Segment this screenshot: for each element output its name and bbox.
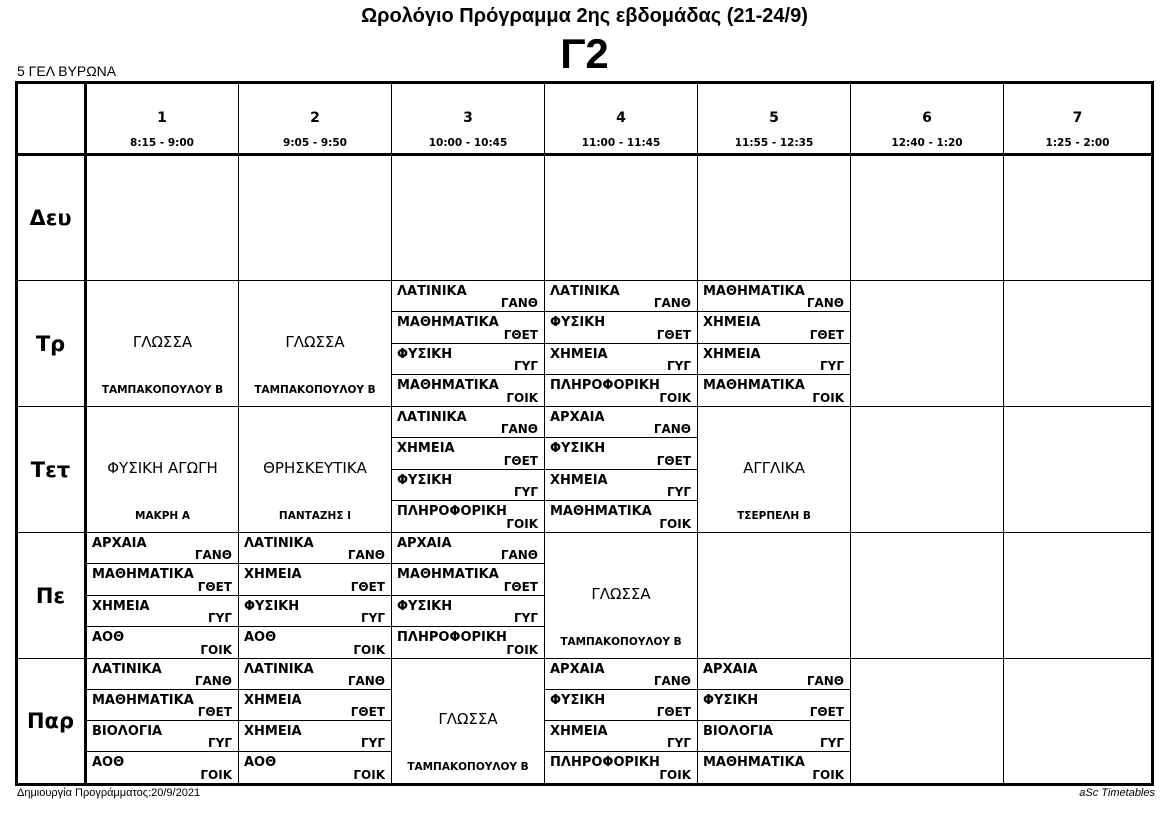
group-lesson-group: ΓΑΝΘ xyxy=(500,422,538,436)
group-lesson-subject: ΜΑΘΗΜΑΤΙΚΑ xyxy=(397,378,499,393)
group-lesson xyxy=(698,312,850,344)
group-lesson xyxy=(698,375,850,406)
group-lesson-subject: ΧΗΜΕΙΑ xyxy=(550,473,608,488)
group-lesson-subject: ΑΡΧΑΙΑ xyxy=(550,662,605,677)
group-lesson xyxy=(87,627,238,658)
group-lesson xyxy=(698,721,850,752)
group-lesson-group: ΓΟΙΚ xyxy=(506,643,538,657)
group-lesson-subject: ΠΛΗΡΟΦΟΡΙΚΗ xyxy=(550,755,660,770)
group-lesson xyxy=(392,312,544,344)
lesson-subject: ΦΥΣΙΚΗ ΑΓΩΓΗ xyxy=(107,458,218,477)
group-lesson-subject: ΧΗΜΕΙΑ xyxy=(244,567,302,582)
group-lesson-group: ΓΥΓ xyxy=(820,736,844,750)
group-lesson-group: ΓΑΝΘ xyxy=(500,296,538,310)
group-lesson xyxy=(545,752,697,783)
group-lesson-group: ΓΥΓ xyxy=(208,611,232,625)
footer-software: aSc Timetables xyxy=(1079,787,1155,799)
lesson-teacher: ΤΑΜΠΑΚΟΠΟΥΛΟΥ Β xyxy=(101,384,224,396)
group-lesson xyxy=(392,627,544,658)
period-header xyxy=(86,84,238,152)
period-time: 1:25 - 2:00 xyxy=(1045,137,1110,149)
group-lesson xyxy=(392,344,544,375)
group-lesson-subject: ΛΑΤΙΝΙΚΑ xyxy=(550,284,620,299)
group-lesson-subject: ΛΑΤΙΝΙΚΑ xyxy=(244,536,314,551)
group-lesson xyxy=(545,690,697,721)
lesson-subject: ΑΓΓΛΙΚΑ xyxy=(743,458,805,477)
group-lesson-group: ΓΟΙΚ xyxy=(506,391,538,405)
group-lesson-subject: ΑΡΧΑΙΑ xyxy=(92,536,147,551)
group-lesson-subject: ΦΥΣΙΚΗ xyxy=(550,693,606,708)
group-lesson-group: ΓΘΕΤ xyxy=(197,580,232,594)
group-lesson xyxy=(239,627,391,658)
period-number: 4 xyxy=(616,110,626,126)
group-lesson-group: ΓΘΕΤ xyxy=(350,705,385,719)
group-lesson-subject: ΦΥΣΙΚΗ xyxy=(397,347,453,362)
group-lesson xyxy=(87,659,238,690)
group-lesson xyxy=(87,752,238,783)
group-lesson-subject: ΜΑΘΗΜΑΤΙΚΑ xyxy=(397,567,499,582)
group-lesson xyxy=(698,690,850,721)
group-lesson-group: ΓΥΓ xyxy=(514,611,538,625)
group-lesson-subject: ΜΑΘΗΜΑΤΙΚΑ xyxy=(92,567,194,582)
period-time: 12:40 - 1:20 xyxy=(891,137,963,149)
lesson-subject: ΓΛΩΣΣΑ xyxy=(438,710,498,728)
group-lesson xyxy=(698,344,850,375)
group-lesson-group: ΓΟΙΚ xyxy=(659,768,691,782)
group-lesson xyxy=(545,407,697,438)
group-lesson xyxy=(392,438,544,470)
group-lesson-group: ΓΟΙΚ xyxy=(812,391,844,405)
group-lesson-group: ΓΑΝΘ xyxy=(806,296,844,310)
group-lesson xyxy=(545,501,697,532)
group-lesson-group: ΓΘΕΤ xyxy=(656,705,691,719)
group-lesson-subject: ΦΥΣΙΚΗ xyxy=(550,441,606,456)
group-lesson-subject: ΦΥΣΙΚΗ xyxy=(397,599,453,614)
group-lesson xyxy=(698,281,850,312)
group-lesson xyxy=(392,407,544,438)
group-lesson-subject: ΠΛΗΡΟΦΟΡΙΚΗ xyxy=(550,378,660,393)
group-lesson-group: ΓΥΓ xyxy=(361,611,385,625)
group-lesson-group: ΓΑΝΘ xyxy=(347,548,385,562)
lesson-cell xyxy=(698,407,850,532)
group-lesson xyxy=(545,344,697,375)
group-lesson-group: ΓΥΓ xyxy=(667,485,691,499)
group-lesson-subject: ΧΗΜΕΙΑ xyxy=(703,347,761,362)
group-lesson-group: ΓΑΝΘ xyxy=(194,548,232,562)
group-lesson-subject: ΠΛΗΡΟΦΟΡΙΚΗ xyxy=(397,630,507,645)
group-lesson xyxy=(392,501,544,532)
group-lesson-subject: ΛΑΤΙΝΙΚΑ xyxy=(244,662,314,677)
group-lesson xyxy=(545,721,697,752)
group-lesson-subject: ΜΑΘΗΜΑΤΙΚΑ xyxy=(703,755,805,770)
group-lesson xyxy=(239,690,391,721)
group-lesson xyxy=(239,721,391,752)
group-lesson-group: ΓΘΕΤ xyxy=(350,580,385,594)
group-lesson-group: ΓΟΙΚ xyxy=(200,643,232,657)
group-lesson-subject: ΦΥΣΙΚΗ xyxy=(244,599,300,614)
period-header xyxy=(239,84,391,152)
group-lesson xyxy=(87,564,238,596)
group-lesson-group: ΓΘΕΤ xyxy=(656,454,691,468)
group-lesson-subject: ΒΙΟΛΟΓΙΑ xyxy=(92,724,163,739)
period-header xyxy=(392,84,544,152)
group-lesson-group: ΓΥΓ xyxy=(667,736,691,750)
day-label: Τετ xyxy=(30,457,71,482)
group-lesson-subject: ΑΟΘ xyxy=(92,630,125,645)
group-lesson xyxy=(87,690,238,721)
period-number: 6 xyxy=(922,110,932,126)
lesson-cell xyxy=(239,281,391,406)
grid-row-line xyxy=(18,153,1151,156)
period-time: 11:55 - 12:35 xyxy=(734,137,814,149)
lesson-cell xyxy=(87,281,238,406)
group-lesson-subject: ΜΑΘΗΜΑΤΙΚΑ xyxy=(703,284,805,299)
day-label: Πε xyxy=(35,583,66,608)
group-lesson-group: ΓΥΓ xyxy=(514,485,538,499)
group-lesson xyxy=(239,564,391,596)
group-lesson-subject: ΑΟΘ xyxy=(92,755,125,770)
group-lesson xyxy=(698,752,850,783)
lesson-subject: ΓΛΩΣΣΑ xyxy=(591,584,651,603)
group-lesson xyxy=(392,596,544,627)
group-lesson-subject: ΛΑΤΙΝΙΚΑ xyxy=(397,284,467,299)
lesson-subject: ΘΡΗΣΚΕΥΤΙΚΑ xyxy=(263,458,367,477)
period-number: 3 xyxy=(463,110,473,126)
group-lesson-subject: ΜΑΘΗΜΑΤΙΚΑ xyxy=(703,378,805,393)
group-lesson-group: ΓΥΓ xyxy=(667,359,691,373)
group-lesson xyxy=(87,596,238,627)
group-lesson-group: ΓΘΕΤ xyxy=(809,328,844,342)
lesson-cell xyxy=(87,407,238,532)
group-lesson-subject: ΜΑΘΗΜΑΤΙΚΑ xyxy=(397,315,499,330)
group-lesson xyxy=(545,375,697,406)
group-lesson-group: ΓΘΕΤ xyxy=(503,328,538,342)
period-time: 10:00 - 10:45 xyxy=(428,137,508,149)
group-lesson-group: ΓΑΝΘ xyxy=(347,674,385,688)
period-header xyxy=(545,84,697,152)
class-name: Γ2 xyxy=(560,30,609,77)
group-lesson-group: ΓΘΕΤ xyxy=(197,705,232,719)
group-lesson-subject: ΛΑΤΙΝΙΚΑ xyxy=(92,662,162,677)
grid-column-line xyxy=(850,84,851,783)
group-lesson-group: ΓΟΙΚ xyxy=(506,517,538,531)
group-lesson xyxy=(239,659,391,690)
group-lesson xyxy=(545,470,697,501)
group-lesson-subject: ΧΗΜΕΙΑ xyxy=(550,347,608,362)
group-lesson xyxy=(239,596,391,627)
group-lesson-group: ΓΟΙΚ xyxy=(659,517,691,531)
period-header xyxy=(851,84,1003,152)
group-lesson-group: ΓΘΕΤ xyxy=(656,328,691,342)
group-lesson-subject: ΑΟΘ xyxy=(244,630,277,645)
period-time: 9:05 - 9:50 xyxy=(283,137,347,149)
group-lesson-subject: ΧΗΜΕΙΑ xyxy=(244,693,302,708)
timetable-grid xyxy=(15,81,1154,786)
day-label: Δευ xyxy=(29,206,72,230)
group-lesson xyxy=(392,533,544,564)
period-number: 7 xyxy=(1072,110,1083,126)
group-lesson-group: ΓΥΓ xyxy=(208,736,232,750)
group-lesson-group: ΓΘΕΤ xyxy=(503,454,538,468)
group-lesson-group: ΓΟΙΚ xyxy=(353,643,385,657)
group-lesson xyxy=(392,470,544,501)
group-lesson xyxy=(545,659,697,690)
group-lesson-subject: ΦΥΣΙΚΗ xyxy=(550,315,606,330)
group-lesson xyxy=(239,752,391,783)
lesson-teacher: ΤΑΜΠΑΚΟΠΟΥΛΟΥ Β xyxy=(560,636,682,648)
lesson-teacher: ΤΑΜΠΑΚΟΠΟΥΛΟΥ Β xyxy=(254,384,376,396)
period-number: 1 xyxy=(157,110,167,126)
period-time: 8:15 - 9:00 xyxy=(130,137,194,149)
group-lesson xyxy=(392,564,544,596)
lesson-teacher: ΤΣΕΡΠΕΛΗ Β xyxy=(737,510,811,522)
group-lesson-subject: ΦΥΣΙΚΗ xyxy=(703,693,759,708)
group-lesson-subject: ΒΙΟΛΟΓΙΑ xyxy=(703,724,774,739)
group-lesson-group: ΓΘΕΤ xyxy=(503,580,538,594)
lesson-subject: ΓΛΩΣΣΑ xyxy=(285,332,345,351)
group-lesson-group: ΓΟΙΚ xyxy=(200,768,232,782)
lesson-cell xyxy=(545,533,697,658)
day-label: Τρ xyxy=(35,331,66,356)
group-lesson xyxy=(545,281,697,312)
group-lesson xyxy=(239,533,391,564)
day-label: Παρ xyxy=(26,709,75,733)
lesson-cell xyxy=(392,659,544,783)
group-lesson-group: ΓΟΙΚ xyxy=(659,391,691,405)
footer-created-date: Δημιουργία Προγράμματος:20/9/2021 xyxy=(17,787,201,799)
period-header xyxy=(698,84,850,152)
group-lesson xyxy=(545,438,697,470)
group-lesson-subject: ΠΛΗΡΟΦΟΡΙΚΗ xyxy=(397,504,507,519)
group-lesson-group: ΓΑΝΘ xyxy=(194,674,232,688)
group-lesson xyxy=(698,659,850,690)
group-lesson xyxy=(392,375,544,406)
group-lesson-group: ΓΘΕΤ xyxy=(809,705,844,719)
period-time: 11:00 - 11:45 xyxy=(581,137,661,149)
group-lesson xyxy=(87,533,238,564)
school-name: 5 ΓΕΛ ΒΥΡΩΝΑ xyxy=(17,63,117,79)
page-title: Ωρολόγιο Πρόγραμμα 2ης εβδομάδας (21-24/9) xyxy=(361,5,808,27)
lesson-subject: ΓΛΩΣΣΑ xyxy=(132,332,193,351)
group-lesson xyxy=(87,721,238,752)
group-lesson-group: ΓΥΓ xyxy=(361,736,385,750)
grid-column-line xyxy=(1003,84,1004,783)
group-lesson-subject: ΜΑΘΗΜΑΤΙΚΑ xyxy=(92,693,194,708)
lesson-teacher: ΤΑΜΠΑΚΟΠΟΥΛΟΥ Β xyxy=(407,761,529,773)
group-lesson-group: ΓΟΙΚ xyxy=(812,768,844,782)
group-lesson-group: ΓΟΙΚ xyxy=(353,768,385,782)
group-lesson-subject: ΑΡΧΑΙΑ xyxy=(703,662,758,677)
group-lesson-subject: ΑΡΧΑΙΑ xyxy=(397,536,452,551)
group-lesson-subject: ΜΑΘΗΜΑΤΙΚΑ xyxy=(550,504,652,519)
group-lesson-subject: ΛΑΤΙΝΙΚΑ xyxy=(397,410,467,425)
group-lesson-subject: ΧΗΜΕΙΑ xyxy=(703,315,761,330)
group-lesson-subject: ΑΟΘ xyxy=(244,755,277,770)
group-lesson-group: ΓΑΝΘ xyxy=(653,674,691,688)
period-header xyxy=(1004,84,1151,152)
lesson-cell xyxy=(239,407,391,532)
lesson-teacher: ΜΑΚΡΗ Α xyxy=(135,510,190,522)
period-number: 2 xyxy=(310,110,320,126)
group-lesson-subject: ΧΗΜΕΙΑ xyxy=(92,599,150,614)
group-lesson-group: ΓΥΓ xyxy=(820,359,844,373)
group-lesson-group: ΓΑΝΘ xyxy=(653,296,691,310)
group-lesson-subject: ΦΥΣΙΚΗ xyxy=(397,473,453,488)
group-lesson-subject: ΧΗΜΕΙΑ xyxy=(397,441,455,456)
group-lesson-subject: ΑΡΧΑΙΑ xyxy=(550,410,605,425)
group-lesson-subject: ΧΗΜΕΙΑ xyxy=(244,724,302,739)
group-lesson-subject: ΧΗΜΕΙΑ xyxy=(550,724,608,739)
period-number: 5 xyxy=(769,110,779,126)
group-lesson xyxy=(545,312,697,344)
group-lesson-group: ΓΑΝΘ xyxy=(653,422,691,436)
group-lesson-group: ΓΑΝΘ xyxy=(806,674,844,688)
lesson-teacher: ΠΑΝΤΑΖΗΣ Ι xyxy=(278,510,352,522)
group-lesson-group: ΓΑΝΘ xyxy=(500,548,538,562)
group-lesson xyxy=(392,281,544,312)
group-lesson-group: ΓΥΓ xyxy=(514,359,538,373)
